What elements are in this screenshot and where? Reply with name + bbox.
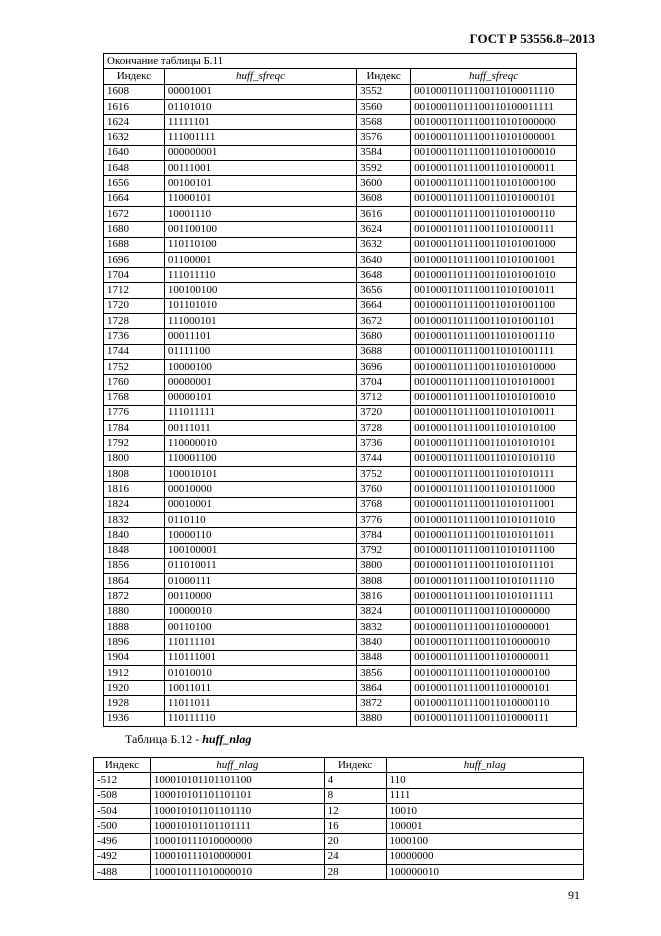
table-row bbox=[104, 359, 577, 374]
index-cell: -496 bbox=[94, 834, 151, 849]
code-cell: 00100101 bbox=[164, 176, 356, 191]
index-cell: 1936 bbox=[104, 711, 165, 726]
table-row bbox=[104, 589, 577, 604]
index-cell: 3616 bbox=[357, 206, 411, 221]
index-cell: 1792 bbox=[104, 436, 165, 451]
code-cell: 0010001101110011010000110 bbox=[411, 696, 577, 711]
standard-header: ГОСТ Р 53556.8–2013 bbox=[469, 31, 595, 46]
index-cell: 3768 bbox=[357, 497, 411, 512]
code-cell: 00111001 bbox=[164, 161, 356, 176]
table-row bbox=[104, 421, 577, 436]
index-cell: 3728 bbox=[357, 421, 411, 436]
code-cell: 100100001 bbox=[164, 543, 356, 558]
table-row bbox=[104, 268, 577, 283]
code-cell: 00100011011100110101001011 bbox=[411, 283, 577, 298]
index-cell: 12 bbox=[324, 803, 386, 818]
index-cell: 20 bbox=[324, 834, 386, 849]
code-cell: 100010111010000001 bbox=[150, 849, 324, 864]
table-row bbox=[104, 145, 577, 160]
index-cell: 3672 bbox=[357, 314, 411, 329]
index-cell: 3608 bbox=[357, 191, 411, 206]
table-body bbox=[94, 773, 584, 880]
index-cell: 1752 bbox=[104, 359, 165, 374]
table-row bbox=[104, 191, 577, 206]
code-cell: 00100011011100110101011011 bbox=[411, 528, 577, 543]
index-cell: 1848 bbox=[104, 543, 165, 558]
caption-prefix: Таблица Б.12 - bbox=[125, 732, 203, 746]
code-cell: 10000000 bbox=[386, 849, 583, 864]
index-cell: 3816 bbox=[357, 589, 411, 604]
index-cell: 1688 bbox=[104, 237, 165, 252]
index-cell: 1832 bbox=[104, 512, 165, 527]
table-row bbox=[104, 574, 577, 589]
code-cell: 001100100 bbox=[164, 222, 356, 237]
table-row bbox=[104, 237, 577, 252]
page-number: 91 bbox=[568, 888, 580, 902]
code-cell: 11011011 bbox=[164, 696, 356, 711]
code-cell: 00100011011100110101010000 bbox=[411, 359, 577, 374]
code-cell: 00100011011100110101011110 bbox=[411, 574, 577, 589]
table-row bbox=[104, 604, 577, 619]
table-row bbox=[104, 512, 577, 527]
column-header: Индекс bbox=[104, 69, 165, 84]
header-row bbox=[94, 758, 584, 773]
code-cell: 110 bbox=[386, 773, 583, 788]
code-cell: 00100011011100110101000110 bbox=[411, 206, 577, 221]
code-cell: 111000101 bbox=[164, 314, 356, 329]
index-cell: 1816 bbox=[104, 482, 165, 497]
index-cell: 3864 bbox=[357, 681, 411, 696]
index-cell: 1648 bbox=[104, 161, 165, 176]
table-row bbox=[104, 635, 577, 650]
table-b11-end bbox=[103, 53, 577, 727]
code-cell: 01000111 bbox=[164, 574, 356, 589]
code-cell: 011010011 bbox=[164, 558, 356, 573]
index-cell: 1784 bbox=[104, 421, 165, 436]
code-cell: 00100011011100110101001110 bbox=[411, 329, 577, 344]
code-cell: 00100011011100110101011101 bbox=[411, 558, 577, 573]
table-row bbox=[94, 788, 584, 803]
code-cell: 1000100 bbox=[386, 834, 583, 849]
table-row bbox=[104, 405, 577, 420]
table-row bbox=[104, 329, 577, 344]
code-cell: 00110100 bbox=[164, 619, 356, 634]
code-cell: 100010101101101110 bbox=[150, 803, 324, 818]
index-cell: 1712 bbox=[104, 283, 165, 298]
code-cell: 00011101 bbox=[164, 329, 356, 344]
code-cell: 0010001101110011010000010 bbox=[411, 635, 577, 650]
index-cell: 1904 bbox=[104, 650, 165, 665]
index-cell: 3624 bbox=[357, 222, 411, 237]
code-cell: 00100011011100110101011000 bbox=[411, 482, 577, 497]
code-cell: 0010001101110011010000100 bbox=[411, 665, 577, 680]
code-cell: 0010001101110011010000000 bbox=[411, 604, 577, 619]
table-row bbox=[104, 665, 577, 680]
index-cell: -492 bbox=[94, 849, 151, 864]
index-cell: 3688 bbox=[357, 344, 411, 359]
table-row bbox=[104, 558, 577, 573]
index-cell: 3856 bbox=[357, 665, 411, 680]
index-cell: 1608 bbox=[104, 84, 165, 99]
index-cell: 1800 bbox=[104, 451, 165, 466]
table-row bbox=[104, 375, 577, 390]
code-cell: 100010101 bbox=[164, 467, 356, 482]
index-cell: 3824 bbox=[357, 604, 411, 619]
index-cell: 4 bbox=[324, 773, 386, 788]
code-cell: 00100011011100110101001100 bbox=[411, 298, 577, 313]
column-header: Индекс bbox=[357, 69, 411, 84]
index-cell: 1920 bbox=[104, 681, 165, 696]
code-cell: 1111 bbox=[386, 788, 583, 803]
caption-name: huff_nlag bbox=[202, 732, 252, 746]
index-cell: 3552 bbox=[357, 84, 411, 99]
code-cell: 00100011011100110101001101 bbox=[411, 314, 577, 329]
index-cell: 3664 bbox=[357, 298, 411, 313]
index-cell: -488 bbox=[94, 865, 151, 880]
index-cell: 1768 bbox=[104, 390, 165, 405]
index-cell: 1680 bbox=[104, 222, 165, 237]
table-caption: Окончание таблицы Б.11 bbox=[104, 54, 577, 69]
index-cell: 3640 bbox=[357, 252, 411, 267]
code-cell: 00100011011100110101000011 bbox=[411, 161, 577, 176]
index-cell: 1704 bbox=[104, 268, 165, 283]
table-row bbox=[94, 849, 584, 864]
table-row bbox=[104, 681, 577, 696]
table-row bbox=[104, 497, 577, 512]
column-header: Индекс bbox=[94, 758, 151, 773]
index-cell: 3696 bbox=[357, 359, 411, 374]
code-cell: 111001111 bbox=[164, 130, 356, 145]
table-row bbox=[94, 803, 584, 818]
index-cell: 3744 bbox=[357, 451, 411, 466]
column-header: huff_nlag bbox=[150, 758, 324, 773]
index-cell: 1840 bbox=[104, 528, 165, 543]
index-cell: 3784 bbox=[357, 528, 411, 543]
index-cell: 1896 bbox=[104, 635, 165, 650]
code-cell: 10000100 bbox=[164, 359, 356, 374]
code-cell: 00100011011100110101001010 bbox=[411, 268, 577, 283]
index-cell: 1616 bbox=[104, 99, 165, 114]
column-header: huff_nlag bbox=[386, 758, 583, 773]
code-cell: 00001001 bbox=[164, 84, 356, 99]
index-cell: -512 bbox=[94, 773, 151, 788]
code-cell: 0010001101110011010000111 bbox=[411, 711, 577, 726]
index-cell: 1656 bbox=[104, 176, 165, 191]
index-cell: 3632 bbox=[357, 237, 411, 252]
code-cell: 100000010 bbox=[386, 865, 583, 880]
index-cell: 3872 bbox=[357, 696, 411, 711]
code-cell: 11000101 bbox=[164, 191, 356, 206]
code-cell: 00110000 bbox=[164, 589, 356, 604]
code-cell: 00100011011100110101000100 bbox=[411, 176, 577, 191]
index-cell: 1696 bbox=[104, 252, 165, 267]
code-cell: 000000001 bbox=[164, 145, 356, 160]
table-row bbox=[104, 390, 577, 405]
table-row bbox=[104, 650, 577, 665]
index-cell: 1928 bbox=[104, 696, 165, 711]
index-cell: 1632 bbox=[104, 130, 165, 145]
index-cell: 3712 bbox=[357, 390, 411, 405]
table-row bbox=[104, 84, 577, 99]
code-cell: 11111101 bbox=[164, 115, 356, 130]
code-cell: 110110100 bbox=[164, 237, 356, 252]
index-cell: 3680 bbox=[357, 329, 411, 344]
code-cell: 01100001 bbox=[164, 252, 356, 267]
code-cell: 00100011011100110100011111 bbox=[411, 99, 577, 114]
code-cell: 100010101101101111 bbox=[150, 819, 324, 834]
index-cell: 3576 bbox=[357, 130, 411, 145]
index-cell: 8 bbox=[324, 788, 386, 803]
index-cell: 3568 bbox=[357, 115, 411, 130]
index-cell: 1880 bbox=[104, 604, 165, 619]
table-row bbox=[104, 711, 577, 726]
index-cell: 1808 bbox=[104, 467, 165, 482]
table-row bbox=[94, 773, 584, 788]
index-cell: 1720 bbox=[104, 298, 165, 313]
table-row bbox=[104, 161, 577, 176]
index-cell: 1824 bbox=[104, 497, 165, 512]
code-cell: 0010001101110011010000001 bbox=[411, 619, 577, 634]
code-cell: 00100011011100110101010110 bbox=[411, 451, 577, 466]
table-row bbox=[104, 451, 577, 466]
header-row bbox=[104, 69, 577, 84]
code-cell: 00100011011100110101010100 bbox=[411, 421, 577, 436]
index-cell: 1776 bbox=[104, 405, 165, 420]
index-cell: 3800 bbox=[357, 558, 411, 573]
table-row bbox=[104, 206, 577, 221]
code-cell: 10010 bbox=[386, 803, 583, 818]
index-cell: 3592 bbox=[357, 161, 411, 176]
code-cell: 01101010 bbox=[164, 99, 356, 114]
table-row bbox=[104, 696, 577, 711]
code-cell: 111011111 bbox=[164, 405, 356, 420]
table-row bbox=[104, 298, 577, 313]
code-cell: 00100011011100110101011010 bbox=[411, 512, 577, 527]
code-cell: 0010001101110011010000011 bbox=[411, 650, 577, 665]
code-cell: 00100011011100110101000001 bbox=[411, 130, 577, 145]
index-cell: 3600 bbox=[357, 176, 411, 191]
code-cell: 110111110 bbox=[164, 711, 356, 726]
table-body bbox=[104, 84, 577, 726]
table-row bbox=[104, 176, 577, 191]
code-cell: 00100011011100110101010001 bbox=[411, 375, 577, 390]
caption-row bbox=[104, 54, 577, 69]
code-cell: 0110110 bbox=[164, 512, 356, 527]
code-cell: 00100011011100110101011111 bbox=[411, 589, 577, 604]
code-cell: 10000110 bbox=[164, 528, 356, 543]
index-cell: 3584 bbox=[357, 145, 411, 160]
index-cell: 3720 bbox=[357, 405, 411, 420]
index-cell: 1888 bbox=[104, 619, 165, 634]
code-cell: 110000010 bbox=[164, 436, 356, 451]
table-row bbox=[104, 222, 577, 237]
table-row bbox=[104, 619, 577, 634]
index-cell: -508 bbox=[94, 788, 151, 803]
column-header: huff_sfreqc bbox=[411, 69, 577, 84]
index-cell: 1872 bbox=[104, 589, 165, 604]
code-cell: 00111011 bbox=[164, 421, 356, 436]
table-row bbox=[94, 834, 584, 849]
index-cell: 3840 bbox=[357, 635, 411, 650]
index-cell: 3792 bbox=[357, 543, 411, 558]
table-row bbox=[104, 99, 577, 114]
code-cell: 100010101101101101 bbox=[150, 788, 324, 803]
column-header: huff_sfreqc bbox=[164, 69, 356, 84]
index-cell: 1664 bbox=[104, 191, 165, 206]
table-row bbox=[104, 436, 577, 451]
index-cell: 3848 bbox=[357, 650, 411, 665]
code-cell: 00100011011100110101010101 bbox=[411, 436, 577, 451]
table-b12-caption bbox=[125, 732, 251, 747]
column-header: Индекс bbox=[324, 758, 386, 773]
index-cell: 1912 bbox=[104, 665, 165, 680]
index-cell: 1864 bbox=[104, 574, 165, 589]
code-cell: 01010010 bbox=[164, 665, 356, 680]
code-cell: 10011011 bbox=[164, 681, 356, 696]
index-cell: 3880 bbox=[357, 711, 411, 726]
index-cell: 1736 bbox=[104, 329, 165, 344]
code-cell: 100100100 bbox=[164, 283, 356, 298]
index-cell: 16 bbox=[324, 819, 386, 834]
table-row bbox=[104, 115, 577, 130]
index-cell: 1640 bbox=[104, 145, 165, 160]
index-cell: 3704 bbox=[357, 375, 411, 390]
code-cell: 100010111010000010 bbox=[150, 865, 324, 880]
index-cell: -504 bbox=[94, 803, 151, 818]
index-cell: 3648 bbox=[357, 268, 411, 283]
table-row bbox=[104, 344, 577, 359]
index-cell: 1624 bbox=[104, 115, 165, 130]
code-cell: 10001110 bbox=[164, 206, 356, 221]
code-cell: 00100011011100110101000101 bbox=[411, 191, 577, 206]
code-cell: 100010111010000000 bbox=[150, 834, 324, 849]
code-cell: 00000001 bbox=[164, 375, 356, 390]
code-cell: 00100011011100110101000111 bbox=[411, 222, 577, 237]
index-cell: 1728 bbox=[104, 314, 165, 329]
code-cell: 01111100 bbox=[164, 344, 356, 359]
code-cell: 00010001 bbox=[164, 497, 356, 512]
table-row bbox=[104, 130, 577, 145]
table-row bbox=[104, 467, 577, 482]
index-cell: -500 bbox=[94, 819, 151, 834]
index-cell: 24 bbox=[324, 849, 386, 864]
code-cell: 10000010 bbox=[164, 604, 356, 619]
table-row bbox=[104, 482, 577, 497]
table-row bbox=[94, 865, 584, 880]
code-cell: 110111101 bbox=[164, 635, 356, 650]
index-cell: 1760 bbox=[104, 375, 165, 390]
table-row bbox=[104, 252, 577, 267]
code-cell: 00000101 bbox=[164, 390, 356, 405]
code-cell: 00100011011100110101001000 bbox=[411, 237, 577, 252]
index-cell: 3832 bbox=[357, 619, 411, 634]
code-cell: 00100011011100110101011001 bbox=[411, 497, 577, 512]
index-cell: 3736 bbox=[357, 436, 411, 451]
code-cell: 101101010 bbox=[164, 298, 356, 313]
index-cell: 3656 bbox=[357, 283, 411, 298]
code-cell: 0010001101110011010000101 bbox=[411, 681, 577, 696]
index-cell: 1744 bbox=[104, 344, 165, 359]
index-cell: 3760 bbox=[357, 482, 411, 497]
table-row bbox=[94, 819, 584, 834]
code-cell: 00100011011100110101010111 bbox=[411, 467, 577, 482]
code-cell: 00100011011100110101010010 bbox=[411, 390, 577, 405]
index-cell: 3808 bbox=[357, 574, 411, 589]
index-cell: 3752 bbox=[357, 467, 411, 482]
code-cell: 00100011011100110101001111 bbox=[411, 344, 577, 359]
code-cell: 00100011011100110101001001 bbox=[411, 252, 577, 267]
code-cell: 110111001 bbox=[164, 650, 356, 665]
code-cell: 00100011011100110101011100 bbox=[411, 543, 577, 558]
code-cell: 00100011011100110101000000 bbox=[411, 115, 577, 130]
code-cell: 100001 bbox=[386, 819, 583, 834]
code-cell: 00010000 bbox=[164, 482, 356, 497]
index-cell: 1856 bbox=[104, 558, 165, 573]
code-cell: 00100011011100110100011110 bbox=[411, 84, 577, 99]
code-cell: 00100011011100110101010011 bbox=[411, 405, 577, 420]
table-row bbox=[104, 314, 577, 329]
table-b12 bbox=[93, 757, 584, 880]
index-cell: 3560 bbox=[357, 99, 411, 114]
code-cell: 110001100 bbox=[164, 451, 356, 466]
code-cell: 100010101101101100 bbox=[150, 773, 324, 788]
index-cell: 28 bbox=[324, 865, 386, 880]
code-cell: 111011110 bbox=[164, 268, 356, 283]
index-cell: 1672 bbox=[104, 206, 165, 221]
table-row bbox=[104, 543, 577, 558]
code-cell: 00100011011100110101000010 bbox=[411, 145, 577, 160]
index-cell: 3776 bbox=[357, 512, 411, 527]
table-row bbox=[104, 528, 577, 543]
table-row bbox=[104, 283, 577, 298]
